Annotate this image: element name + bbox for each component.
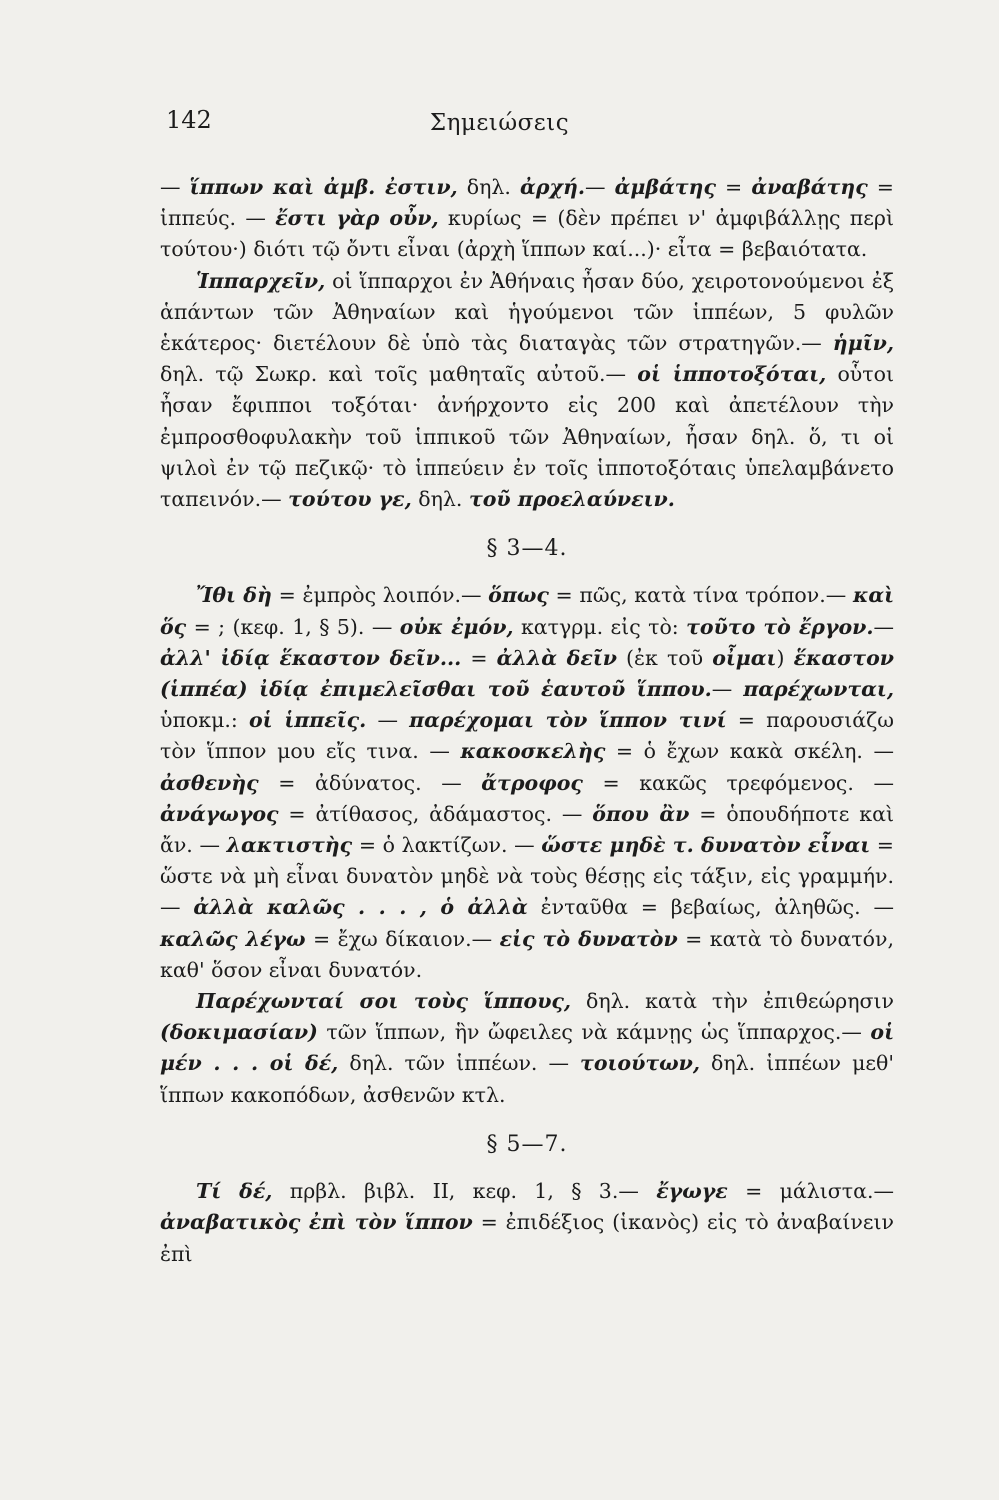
gloss: = ἀδύνατος. — xyxy=(258,770,482,795)
gloss: ) xyxy=(776,645,794,670)
lemma: τοιούτων, xyxy=(580,1051,700,1076)
lemma: ἀλλὰ δεῖν xyxy=(496,645,617,670)
gloss: = xyxy=(715,175,752,199)
gloss: κυρίως = (δὲν πρέπει ν' ἀμφιβάλλῃς περὶ τούτου·) διότι τῷ ὄντι εἶναι (ἀρχὴ ἵππων καί...)· εἶτα = βεβαιότατα. xyxy=(160,206,894,262)
lemma: ἀλλ' ἰδίᾳ ἕκαστον δεῖν... xyxy=(160,645,462,670)
running-title: Σημειώσεις xyxy=(429,110,570,136)
gloss: = ἱππεύς. — xyxy=(160,175,894,231)
gloss: δηλ. τῶν ἱππέων. — xyxy=(338,1051,581,1076)
section-heading-3-4: § 3—4. xyxy=(486,536,568,562)
lemma: λακτιστὴς xyxy=(226,833,353,858)
gloss: οἱ ἵππαρχοι ἐν Ἀθήναις ἦσαν δύο, χειροτονούμενοι ἐξ ἁπάντων τῶν Ἀθηναίων καὶ ἡγούμενοι τῶν ἱππέων, 5 φυλῶν ἑκάτερος· διετέλουν δὲ ὑπὸ τὰς διαταγὰς τῶν στρατηγῶν.— xyxy=(160,268,894,356)
lemma: (δοκιμασίαν) xyxy=(160,1020,318,1045)
paragraph-ithi-di xyxy=(160,580,894,986)
gloss: = ὥστε νὰ μὴ εἶναι δυνατὸν μηδὲ νὰ τοὺς θέσῃς εἰς τάξιν, εἰς γραμμήν.— xyxy=(160,833,894,920)
section-heading-5-7: § 5—7. xyxy=(486,1131,568,1157)
lemma: ἔστι γὰρ οὖν, xyxy=(275,206,439,231)
lemma: ἀμβάτης xyxy=(614,175,716,199)
lemma: ἡμῖν, xyxy=(832,331,894,356)
gloss: — xyxy=(584,175,615,199)
paragraph-parechontai xyxy=(160,986,894,1111)
lemma: ἵππων καὶ ἀμβ. ἐστιν, xyxy=(189,175,458,199)
lemma: ἄτροφος xyxy=(481,770,583,795)
paragraph-ti-de xyxy=(160,1176,894,1270)
gloss: = ; (κεφ. 1, § 5). — xyxy=(186,614,400,639)
lemma: ὅπου ἂν xyxy=(592,801,690,826)
lemma: κακοσκελὴς xyxy=(460,739,606,764)
gloss: — xyxy=(711,677,744,702)
lemma: καλῶς λέγω xyxy=(160,926,306,951)
lemma: ἀναβατικὸς ἐπὶ τὸν ἵππον xyxy=(160,1210,473,1235)
lemma: οἱ ἱππεῖς. xyxy=(249,708,367,733)
gloss: = ἐμπρὸς λοιπόν.— xyxy=(271,583,489,608)
lemma: ἔγωγε xyxy=(656,1179,728,1204)
gloss: ἐνταῦθα = βεβαίως, ἀληθῶς. — xyxy=(527,895,894,920)
gloss: = ὁ λακτίζων. — xyxy=(352,833,542,858)
gloss: δηλ. ἱππέων μεθ' ἵππων κακοπόδων, ἀσθενῶν κτλ. xyxy=(160,1051,894,1107)
lemma: τοῦτο τὸ ἔργον. xyxy=(686,614,874,639)
lemma: ἕκαστον (ἱππέα) ἰδίᾳ ἐπιμελεῖσθαι τοῦ ἑαυτοῦ ἵππου. xyxy=(160,645,894,702)
lemma: καὶ ὅς xyxy=(160,583,895,639)
lemma: ἀσθενὴς xyxy=(160,770,259,795)
gloss: (ἐκ τοῦ xyxy=(616,645,713,670)
gloss: = κατὰ τὸ δυνατόν, καθ' ὅσον εἶναι δυνατόν. xyxy=(160,926,894,982)
gloss: οὗτοι ἦσαν ἔφιπποι τοξόται· ἀνήρχοντο εἰς 200 καὶ ἀπετέλουν τὴν ἐμπροσθοφυλακὴν τοῦ ἱππικοῦ τῶν Ἀθηναίων, ἦσαν δηλ. ὅ, τι οἱ ψιλοὶ ἐν τῷ πεζικῷ· τὸ ἱππεύειν ἐν τοῖς ἱπποτοξόταις ὑπελαμβάνετο ταπεινόν.— xyxy=(160,362,894,512)
gloss: = μάλιστα.— xyxy=(727,1179,894,1204)
lemma: ὥστε μηδὲ τ. δυνατὸν εἶναι xyxy=(541,833,871,858)
gloss: — xyxy=(366,708,410,733)
gloss: = ὁ ἔχων κακὰ σκέλη. — xyxy=(605,739,895,764)
lemma: εἰς τὸ δυνατὸν xyxy=(499,926,678,951)
gloss: δηλ. xyxy=(457,175,521,199)
lemma: τοῦ προελαύνειν. xyxy=(468,487,675,512)
lemma: ἀναβάτης xyxy=(751,175,868,199)
gloss: πρβλ. βιβλ. II, κεφ. 1, § 3.— xyxy=(272,1179,657,1204)
lemma: Παρέχωνταί σοι τοὺς ἵππους, xyxy=(196,989,572,1014)
page-number: 142 xyxy=(166,106,212,134)
lemma: ἀρχή. xyxy=(520,175,585,199)
gloss: = xyxy=(461,645,497,670)
gloss: = πῶς, κατὰ τίνα τρόπον.— xyxy=(548,583,853,608)
lemma: Τί δέ, xyxy=(196,1179,273,1204)
lemma: οἱ ἱπποτοξόται, xyxy=(637,362,827,387)
lemma: παρέχωνται, xyxy=(743,677,894,702)
gloss: = κακῶς τρεφόμενος. — xyxy=(582,770,894,795)
gloss: δηλ. τῷ Σωκρ. καὶ τοῖς μαθηταῖς αὐτοῦ.— xyxy=(160,362,638,387)
lemma: Ἱππαρχεῖν, xyxy=(196,268,326,293)
lemma: ἀνάγωγος xyxy=(160,801,279,826)
gloss: κατγρμ. εἰς τὸ: xyxy=(513,614,687,639)
paragraph-ipparchein xyxy=(160,266,894,516)
gloss: — xyxy=(160,175,190,199)
gloss: ὑποκμ.: xyxy=(160,708,249,733)
gloss: = ἀτίθασος, ἀδάμαστος. — xyxy=(278,801,593,826)
running-head xyxy=(0,106,999,146)
lemma: τούτου γε, xyxy=(288,487,412,512)
gloss: δηλ. xyxy=(411,487,469,512)
gloss: = παρουσιάζω τὸν ἵππον μου εἴς τινα. — xyxy=(160,708,894,764)
gloss: δηλ. κατὰ τὴν ἐπιθεώρησιν xyxy=(571,989,894,1014)
gloss: = ἔχω δίκαιον.— xyxy=(305,926,500,951)
lemma: ὅπως xyxy=(488,583,549,608)
text-block xyxy=(160,172,894,1270)
lemma: οἱ μέν . . . οἱ δέ, xyxy=(160,1020,894,1076)
gloss: = ὁπουδήποτε καὶ ἄν. — xyxy=(160,801,894,858)
gloss: = ἐπιδέξιος (ἱκανὸς) εἰς τὸ ἀναβαίνειν ἐπὶ xyxy=(160,1210,894,1266)
gloss: τῶν ἵππων, ἣν ὤφειλες νὰ κάμνῃς ὡς ἵππαρχος.— xyxy=(317,1020,871,1045)
paragraph-ippon-amb xyxy=(160,172,894,266)
lemma: παρέχομαι τὸν ἵππον τινί xyxy=(409,708,727,733)
lemma: Ἴθι δὴ xyxy=(196,583,272,608)
gloss: — xyxy=(873,614,895,639)
lemma: ἀλλὰ καλῶς . . . , ὁ ἀλλὰ xyxy=(193,895,528,920)
lemma: οὐκ ἐμόν, xyxy=(399,614,514,639)
lemma: οἶμαι xyxy=(712,645,777,670)
